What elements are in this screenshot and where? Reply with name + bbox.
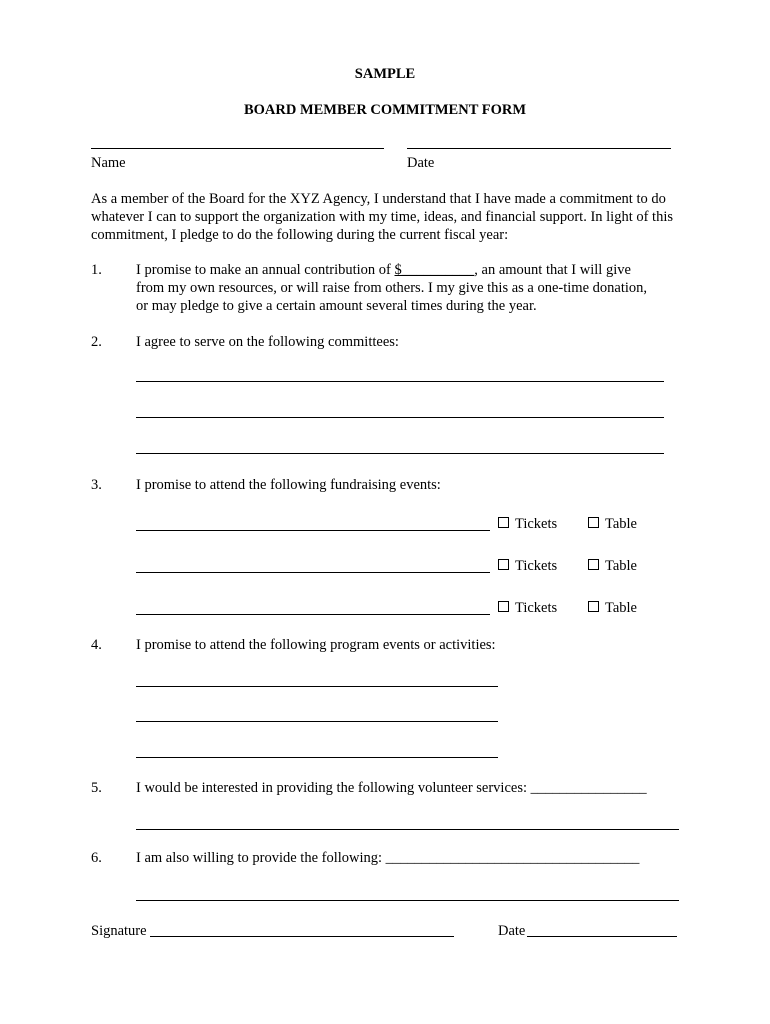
footer-date-line[interactable]	[527, 936, 677, 937]
item-1-text-before: I promise to make an annual contribution of	[136, 262, 395, 278]
date-label: Date	[407, 155, 435, 171]
item-5-number: 5.	[91, 780, 102, 796]
item-2-text: I agree to serve on the following committees:	[136, 334, 399, 350]
fundraising-event-line-2[interactable]	[136, 572, 490, 573]
item-1-line-1	[136, 261, 631, 279]
tickets-label: Tickets	[515, 558, 558, 574]
additional-provision-line[interactable]	[136, 900, 679, 901]
committee-line-1[interactable]	[136, 381, 664, 382]
item-1-line-2: from my own resources, or will raise from others. I my give this as a one-time donation,	[136, 280, 648, 296]
table-option-1[interactable]	[588, 515, 637, 533]
committee-line-2[interactable]	[136, 417, 664, 418]
name-field-line[interactable]	[91, 148, 384, 149]
table-option-3[interactable]	[588, 599, 637, 617]
item-3-text: I promise to attend the following fundraising events:	[136, 477, 441, 493]
fundraising-event-line-3[interactable]	[136, 614, 490, 615]
item-1-line-3: or may pledge to give a certain amount several times during the year.	[136, 298, 537, 314]
checkbox-icon[interactable]	[588, 517, 599, 528]
checkbox-icon[interactable]	[498, 559, 509, 570]
program-event-line-2[interactable]	[136, 721, 498, 722]
program-event-line-1[interactable]	[136, 686, 498, 687]
program-event-line-3[interactable]	[136, 757, 498, 758]
item-4-number: 4.	[91, 637, 102, 653]
item-2-number: 2.	[91, 334, 102, 350]
signature-label: Signature	[91, 923, 147, 939]
committee-line-3[interactable]	[136, 453, 664, 454]
item-6-number: 6.	[91, 850, 102, 866]
contribution-amount-blank[interactable]: $__________	[394, 262, 475, 278]
checkbox-icon[interactable]	[498, 601, 509, 612]
tickets-option-1[interactable]	[498, 515, 557, 533]
item-3-number: 3.	[91, 477, 102, 493]
intro-paragraph: As a member of the Board for the XYZ Agency, I understand that I have made a commitment to do whatever I can to support the organization with my time, ideas, and financial support. In light of this commitment, I pledge to do the following during the current fiscal year:	[91, 191, 674, 243]
footer-date-label: Date	[498, 923, 526, 939]
tickets-option-2[interactable]	[498, 557, 557, 575]
table-label: Table	[605, 516, 637, 532]
item-5-text: I would be interested in providing the following volunteer services: ________________	[136, 780, 647, 796]
form-title: BOARD MEMBER COMMITMENT FORM	[243, 102, 527, 118]
item-4-text: I promise to attend the following program events or activities:	[136, 637, 496, 653]
volunteer-services-line[interactable]	[136, 829, 679, 830]
checkbox-icon[interactable]	[588, 559, 599, 570]
tickets-label: Tickets	[515, 600, 558, 616]
fundraising-event-line-1[interactable]	[136, 530, 490, 531]
checkbox-icon[interactable]	[498, 517, 509, 528]
table-option-2[interactable]	[588, 557, 637, 575]
sample-heading: SAMPLE	[354, 66, 416, 82]
name-label: Name	[91, 155, 126, 171]
item-6-text: I am also willing to provide the following: ___________________________________	[136, 850, 640, 866]
item-1-text-after: , an amount that I will give	[474, 262, 631, 278]
signature-line[interactable]	[150, 936, 454, 937]
date-field-line[interactable]	[407, 148, 671, 149]
tickets-option-3[interactable]	[498, 599, 557, 617]
table-label: Table	[605, 600, 637, 616]
item-1-number: 1.	[91, 262, 102, 278]
tickets-label: Tickets	[515, 516, 558, 532]
table-label: Table	[605, 558, 637, 574]
checkbox-icon[interactable]	[588, 601, 599, 612]
